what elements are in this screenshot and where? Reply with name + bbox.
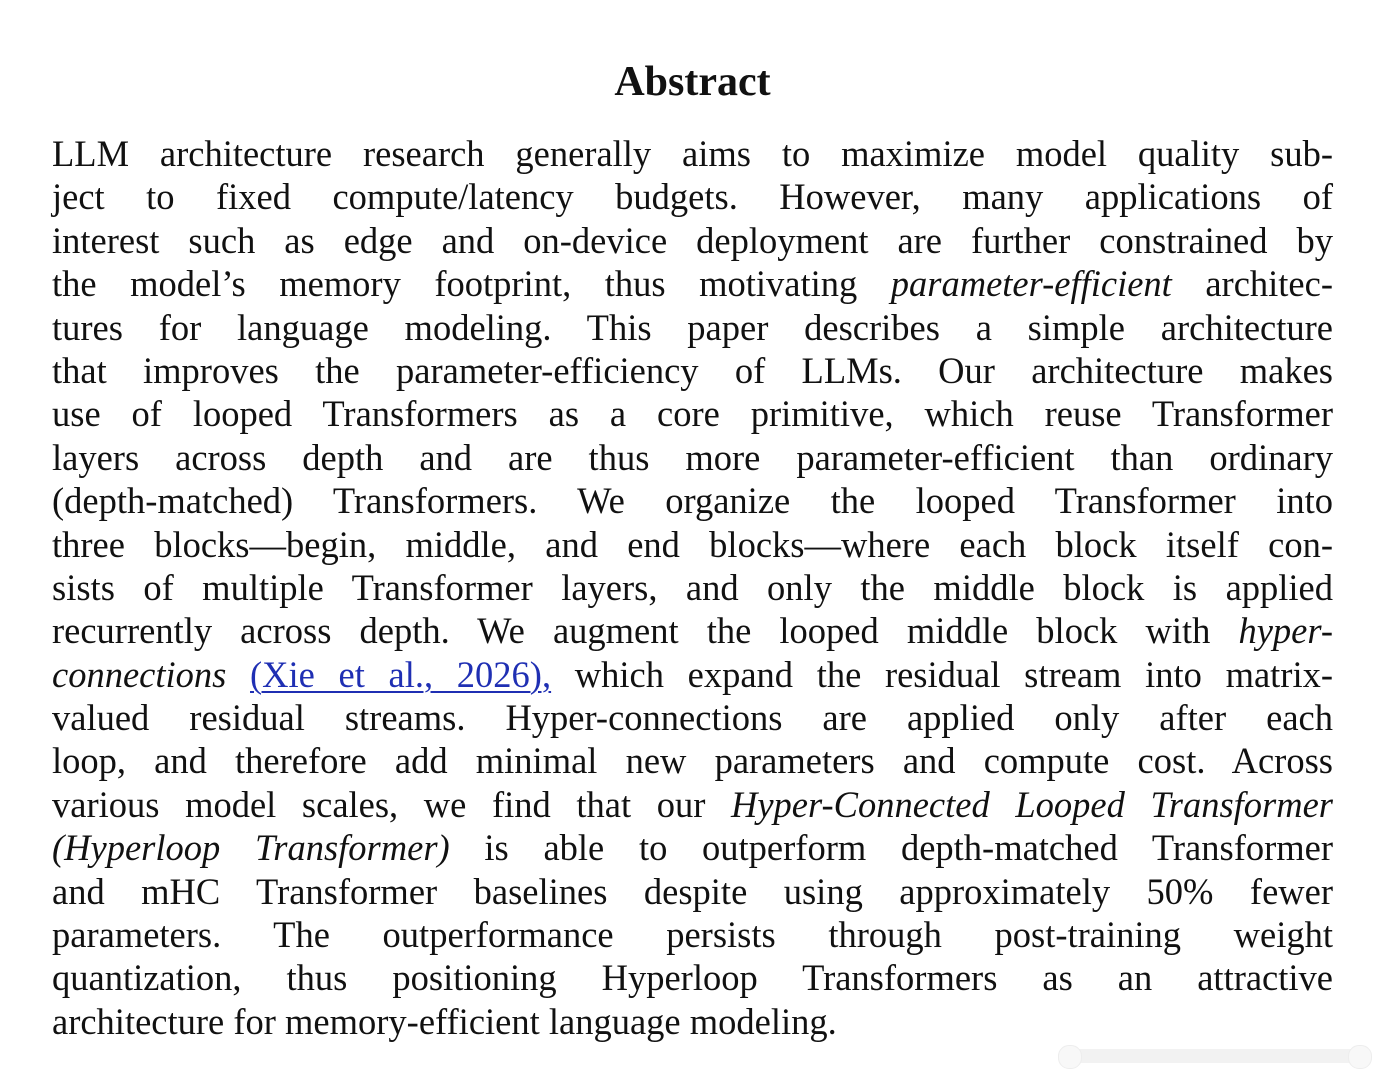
abstract-text-run (226, 654, 250, 695)
abstract-text-run: is able to outperform depth-matched Transformer (449, 827, 1334, 869)
abstract-line: ject to fixed compute/latency budgets. However, many applications of (52, 176, 1333, 218)
abstract-emphasis-connections: connections (52, 653, 227, 695)
abstract-text-run: recurrently across depth. We augment the looped middle block with (52, 610, 1239, 652)
abstract-line: LLM architecture research generally aims to maximize model quality sub- (52, 133, 1333, 174)
citation-link-xie-2026[interactable]: (Xie et al., 2026), (250, 653, 552, 695)
abstract-line (52, 783, 1333, 826)
abstract-line (52, 609, 1333, 652)
abstract-line: architecture for memory-efficient language modeling. (52, 1000, 837, 1042)
watermark-graphic (1058, 1041, 1378, 1071)
watermark-bar (1058, 1049, 1368, 1063)
abstract-line: loop, and therefore add minimal new parameters and compute cost. Across (52, 740, 1333, 782)
abstract-line: three blocks—begin, middle, and end blocks—where each block itself con- (52, 523, 1333, 565)
abstract-text-run: various model scales, we find that our (52, 783, 731, 825)
watermark-dot (1348, 1045, 1372, 1069)
abstract-body (52, 132, 1333, 1043)
abstract-emphasis-parameter-efficient: parameter-efficient (890, 263, 1172, 305)
abstract-line (52, 262, 1333, 305)
abstract-emphasis-hyperloop-transformer: (Hyperloop Transformer) (52, 827, 450, 869)
abstract-line (52, 826, 1333, 869)
abstract-line: layers across depth and are thus more parameter-efficient than ordinary (52, 436, 1333, 478)
abstract-emphasis-hyper-connected-looped-transformer: Hyper-Connected Looped Transformer (731, 783, 1334, 825)
abstract-line: quantization, thus positioning Hyperloop Transformers as an attractive (52, 957, 1333, 999)
abstract-text-run: the model’s memory footprint, thus motivating (52, 263, 891, 305)
abstract-line: interest such as edge and on-device deployment are further constrained by (52, 219, 1333, 261)
abstract-line: parameters. The outperformance persists through post-training weight (52, 914, 1333, 956)
abstract-line: sists of multiple Transformer layers, and only the middle block is applied (52, 566, 1333, 608)
abstract-line: and mHC Transformer baselines despite using approximately 50% fewer (52, 870, 1333, 912)
abstract-line: valued residual streams. Hyper-connections are applied only after each (52, 697, 1333, 739)
abstract-emphasis-hyper: hyper- (1238, 610, 1333, 652)
abstract-text-run: which expand the residual stream into matrix- (551, 653, 1333, 695)
abstract-line: (depth-matched) Transformers. We organize the looped Transformer into (52, 480, 1333, 522)
abstract-line: use of looped Transformers as a core primitive, which reuse Transformer (52, 393, 1333, 435)
abstract-text-run: architec- (1171, 263, 1333, 305)
abstract-line (52, 653, 1333, 696)
abstract-line: tures for language modeling. This paper describes a simple architecture (52, 306, 1333, 348)
watermark-dot (1058, 1045, 1082, 1069)
abstract-heading: Abstract (614, 59, 771, 105)
abstract-line: that improves the parameter-efficiency of LLMs. Our architecture makes (52, 349, 1333, 391)
